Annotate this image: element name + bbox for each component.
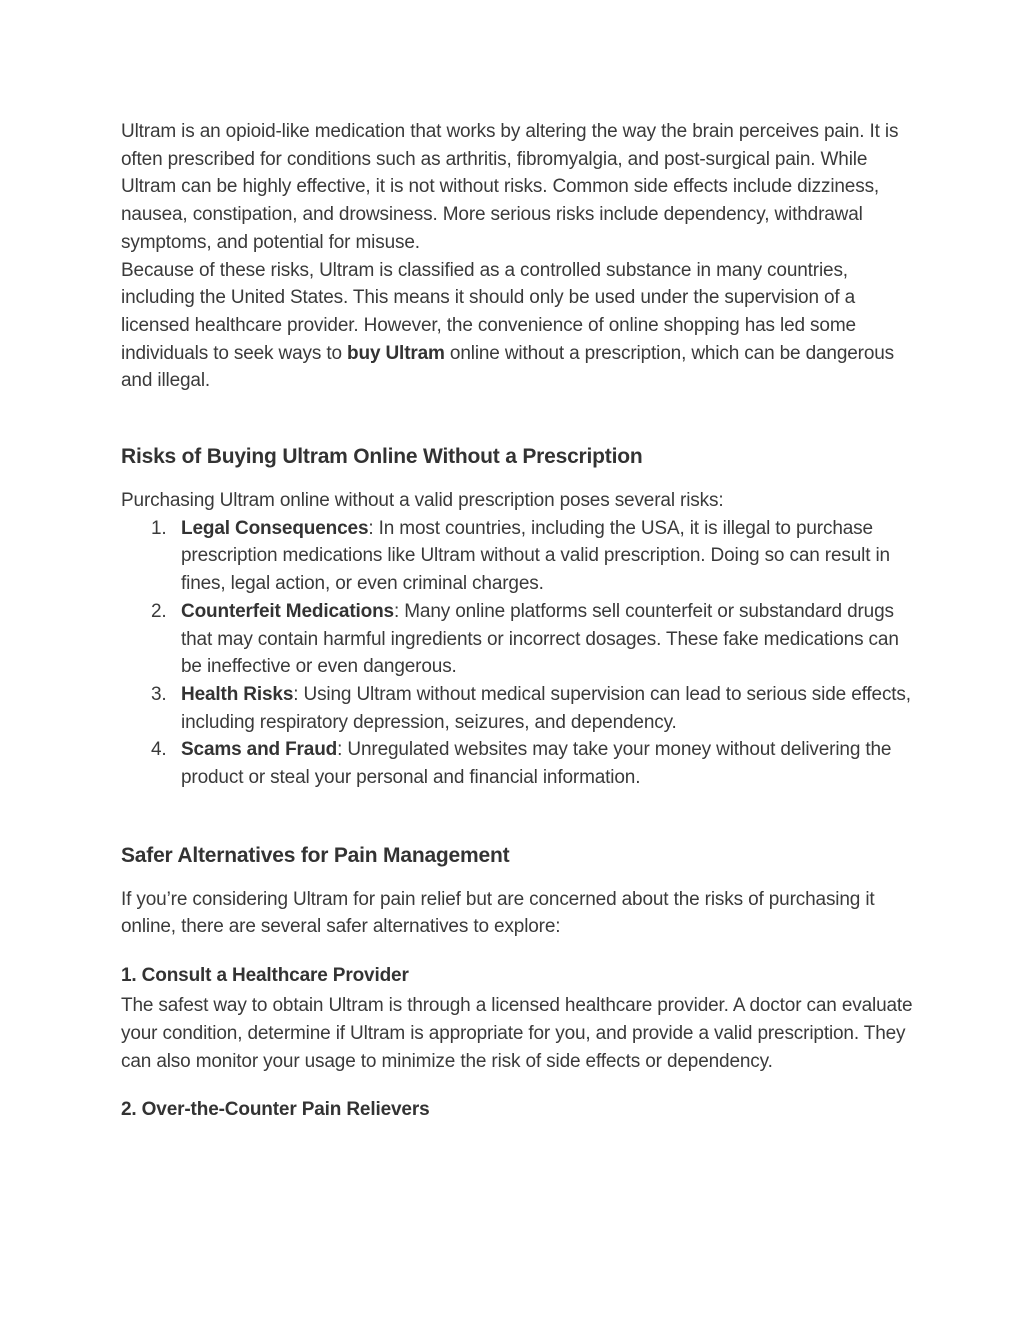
- risks-heading: Risks of Buying Ultram Online Without a Prescription: [121, 445, 643, 469]
- intro-paragraph-1: Ultram is an opioid-like medication that works by altering the way the brain perceives pain. It is often prescribed for conditions such as arthritis, fibromyalgia, and post-surgical pain. While Ultram can be highly effective, it is not without risks. Common side effects include dizziness, nausea, constipation, and drowsiness. More serious risks include dependency, withdrawal symptoms, and potential for misuse.: [121, 121, 899, 253]
- risks-intro: Purchasing Ultram online without a valid prescription poses several risks:: [121, 490, 724, 512]
- list-item-text: : In most countries, including the USA, it is illegal to purchase prescription medications like Ultram without a valid prescription. Doing so can result in fines, legal action, or even criminal charges.: [181, 517, 890, 595]
- list-item-text: : Using Ultram without medical supervision can lead to serious side effects, including respiratory depression, seizures, and dependency.: [181, 683, 911, 733]
- document-page: [121, 118, 921, 1123]
- risks-list: [121, 515, 921, 792]
- list-item: [121, 681, 921, 736]
- consult-provider-paragraph: The safest way to obtain Ultram is through a licensed healthcare provider. A doctor can evaluate your condition, determine if Ultram is appropriate for you, and provide a valid prescription. They can also monitor your usage to minimize the risk of side effects or dependency.: [121, 995, 913, 1072]
- buy-ultram-bold-text: buy Ultram: [347, 342, 445, 364]
- list-item: [121, 515, 921, 598]
- list-item-title: Health Risks: [181, 683, 294, 705]
- intro-paragraph-2: [121, 257, 921, 396]
- intro-paragraph-2-text-before: Because of these risks, Ultram is classified as a controlled substance in many countries, including the United States. This means it should only be used under the supervision of a licensed healthcare provider. However, the convenience of online shopping has led some individuals to seek ways to: [121, 259, 856, 364]
- list-item: [121, 736, 921, 791]
- alternatives-heading: Safer Alternatives for Pain Management: [121, 843, 510, 867]
- subheading-consult-provider: 1. Consult a Healthcare Provider: [121, 965, 409, 987]
- list-item-number: 3.: [151, 683, 167, 705]
- list-item: [121, 598, 921, 681]
- alternatives-intro: If you’re considering Ultram for pain relief but are concerned about the risks of purchasing it online, there are several safer alternatives to explore:: [121, 888, 875, 938]
- list-item-number: 2.: [151, 600, 167, 622]
- list-item-title: Scams and Fraud: [181, 739, 338, 761]
- list-item-text: : Many online platforms sell counterfeit or substandard drugs that may contain harmful ingredients or incorrect dosages. These fake medications can be ineffective or even dangerous.: [181, 600, 899, 678]
- list-item-title: Counterfeit Medications: [181, 600, 394, 622]
- intro-paragraph-2-text-after: online without a prescription, which can be dangerous and illegal.: [121, 342, 895, 392]
- list-item-text: : Unregulated websites may take your money without delivering the product or steal your personal and financial information.: [181, 739, 892, 789]
- list-item-title: Legal Consequences: [181, 517, 369, 539]
- list-item-number: 1.: [151, 517, 167, 539]
- list-item-number: 4.: [151, 739, 167, 761]
- subheading-otc-pain-relievers: 2. Over-the-Counter Pain Relievers: [121, 1099, 430, 1121]
